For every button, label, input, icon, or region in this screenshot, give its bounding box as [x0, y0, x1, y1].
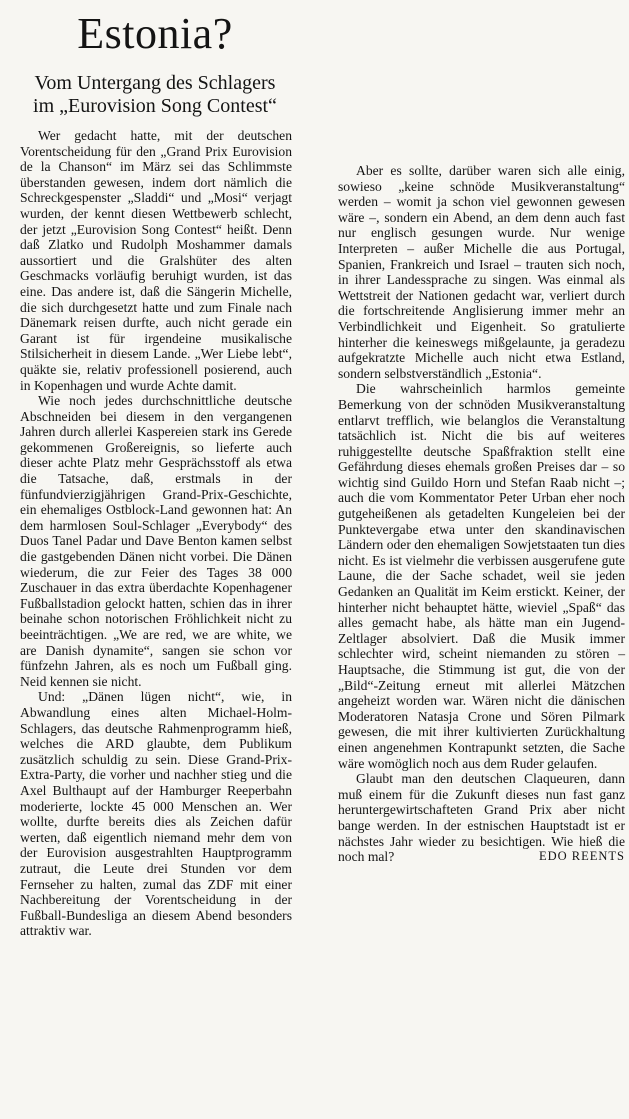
paragraph-right-3-text: Glaubt man den deutschen Claqueuren, dann muß einem für die Zukunft dieses nun fast ganz heruntergewirtschafteten Grand Prix aber nicht bange werden. In der estnischen Hauptstadt ist er nächstes Jahr wieder zu besichtigen. Wie hieß die noch mal?	[338, 771, 625, 865]
subheadline-line-2: im „Eurovision Song Contest“	[33, 95, 277, 117]
paragraph-right-1: Aber es sollte, darüber waren sich alle einig, sowieso „keine schnöde Musikveranstaltung“ werden – womit ja schon viel gewonnen gewesen wäre –, sondern ein Abend, an dem denn auch fast nur englisch gesungen wurde. Nur wenige Interpreten – außer Michelle die aus Portugal, Spanien, Frankreich und Israel – trauten sich noch, in ihrer Landessprache zu singen. Was einmal als Wettstreit der Nationen gedacht war, verliert durch die fortschreitende Anglisierung immer mehr an Verbindlichkeit und Eigenheit. So gratulierte hinterher die keineswegs mißgelaunte, ja geradezu aufgekratzte Michelle auch nicht etwa Estland, sondern selbstverständlich „Estonia“.	[338, 163, 625, 381]
subheadline	[0, 72, 310, 118]
paragraph-left-2: Wie noch jedes durchschnittliche deutsche Abschneiden bei diesem in den vergangenen Jahren durch allerlei Kaspereien stark ins Gerede gekommenen Großereignis, so lieferte auch dieser achte Platz mehr Gesprächsstoff als etwa die Tatsache, daß, erstmals in der fünfundvierzigjährigen Grand-Prix-Geschichte, ein ehemaliges Ostblock-Land gewonnen hat: An dem harmlosen Soul-Schlager „Everybody“ des Duos Tanel Padar und Dave Benton kamen selbst die gastgebenden Dänen nicht vorbei. Die Dänen wiederum, die zur Feier des Tages 38 000 Zuschauer in das extra überdachte Kopenhagener Fußballstadion gelockt hatten, schien das in ihrer beinahe schon notorischen Fröhlichkeit nicht zu beeinträchtigen. „We are red, we are white, we are Danish dynamite“, sangen sie schon vor fünfzehn Jahren, als es noch um Fußball ging. Neid kennen sie nicht.	[20, 393, 292, 689]
paragraph-left-3: Und: „Dänen lügen nicht“, wie, in Abwandlung eines alten Michael-Holm-Schlagers, das deutsche Rahmenprogramm hieß, welches die ARD glaubte, dem Publikum zusätzlich schuldig zu sein. Diese Grand-Prix-Extra-Party, die vorher und nachher stieg und die Axel Bulthaupt auf der Hamburger Reeperbahn moderierte, lockte 45 000 Menschen an. Wer wollte, durfte bereits dies als Zeichen dafür werten, daß eigentlich niemand mehr dem von der Eurovision ausgestrahlten Hauptprogramm zutraut, die Leute drei Stunden vor dem Fernseher zu halten, zumal das ZDF mit einer Nachbereitung der Vorentscheidung in der Fußball-Bundesliga an diesem Abend besonders attraktiv war.	[20, 689, 292, 939]
paragraph-right-3	[338, 771, 625, 865]
subheadline-line-1: Vom Untergang des Schlagers	[34, 72, 276, 94]
paragraph-left-1: Wer gedacht hatte, mit der deutschen Vorentscheidung für den „Grand Prix Eurovision de la Chanson“ im März sei das Schlimmste überstanden gewesen, indem dort nämlich die Schreckgespenster „Sladdi“ und „Mosi“ verjagt wurden, der kennt diesen Wettbewerb schlecht, der jetzt „Eurovision Song Contest“ heißt. Denn daß Zlatko und Rudolph Moshammer damals aussortiert und die Gralshüter des alten Geschmacks vorläufig beruhigt wurden, ist das eine. Das andere ist, daß die Sängerin Michelle, die sich durchgesetzt hatte und zum Finale nach Dänemark reisen durfte, auch nicht gerade ein Garant ist für irgendeine musikalische Stilsicherheit in diesem Lande. „Wer Liebe lebt“, quäkte sie, relativ professionell posierend, auch in Kopenhagen und wurde Achte damit.	[20, 128, 292, 393]
paragraph-right-2: Die wahrscheinlich harmlos gemeinte Bemerkung von der schnöden Musikveranstaltung entlarvt trefflich, wie belanglos die Veranstaltung tatsächlich ist. Nicht die bis auf weiteres ruhiggestellte deutsche Spaßfraktion stellt eine Gefährdung dieses ehemals großen Preises dar – so wichtig sind Guildo Horn und Stefan Raab nicht –; auch die vom Kommentator Peter Urban eher noch gutgeheißenen als getadelten Kungeleien bei der Punktevergabe etwa unter den skandinavischen Ländern oder den ehemaligen Sowjetstaaten tun dies nicht. Es ist vielmehr die verbissen ausgerufene gute Laune, die der Sache schadet, weil sie jeden Gedanken an Qualität im Keim erstickt. Keiner, der hinterher nicht behauptet hätte, wieviel „Spaß“ das alles gemacht habe, als hätte man ein Jugend-Zeltlager absolviert. Daß die Musik immer schlechter wird, scheint niemanden zu stören – Hauptsache, die Stimmung ist gut, die von der „Bild“-Zeitung erneut mit allerlei Mätzchen angeheizt worden war. Wären nicht die dänischen Moderatoren Natasja Crone und Sören Pilmark gewesen, die mit ihrer kultivierten Zurückhaltung einen angenehmen Kontrapunkt setzten, die Sache wäre womöglich noch aus dem Ruder gelaufen.	[338, 381, 625, 771]
article-column-left	[20, 128, 292, 939]
author-byline: EDO REENTS	[538, 849, 625, 864]
headline: Estonia?	[77, 9, 233, 58]
article-column-right	[338, 163, 625, 865]
